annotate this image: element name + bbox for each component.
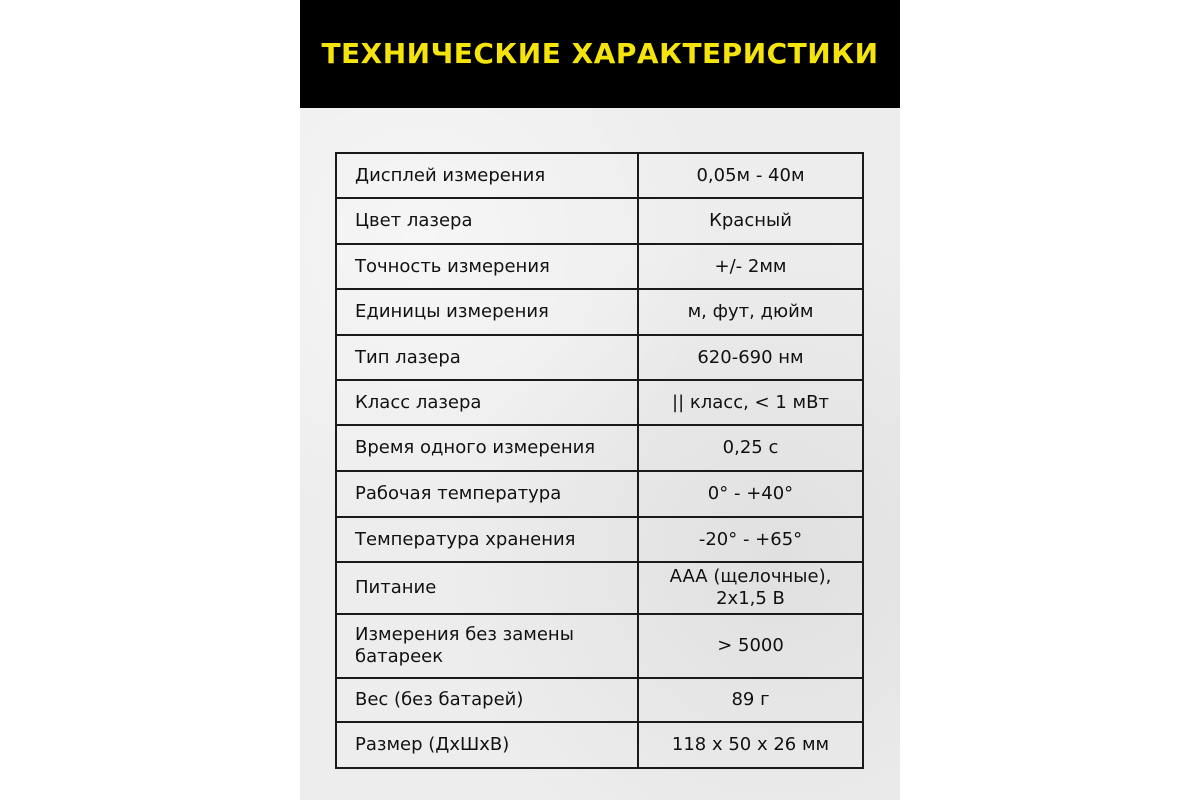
value-cell: 0,05м - 40м [638,153,863,198]
table-row [336,198,863,244]
table-row [336,517,863,562]
param-cell: Тип лазера [336,335,638,380]
table-row [336,471,863,517]
param-cell: Рабочая температура [336,471,638,517]
value-cell: 620-690 нм [638,335,863,380]
value-cell: -20° - +65° [638,517,863,562]
table-row [336,722,863,768]
specs-table [335,152,864,769]
value-cell: 0,25 с [638,425,863,471]
param-cell: Цвет лазера [336,198,638,244]
value-cell: || класс, < 1 мВт [638,380,863,425]
param-cell: Размер (ДхШхВ) [336,722,638,768]
value-cell: 0° - +40° [638,471,863,517]
param-cell: Единицы измерения [336,289,638,335]
value-cell: AAA (щелочные), 2x1,5 В [638,562,863,614]
table-row [336,425,863,471]
value-cell: 89 г [638,678,863,722]
value-cell: Красный [638,198,863,244]
param-cell: Измерения без замены батареек [336,614,638,678]
param-cell: Вес (без батарей) [336,678,638,722]
table-row [336,335,863,380]
value-cell: м, фут, дюйм [638,289,863,335]
spec-card [300,0,900,800]
header-bar [300,0,900,108]
value-cell: > 5000 [638,614,863,678]
param-cell: Точность измерения [336,244,638,289]
value-cell: +/- 2мм [638,244,863,289]
page-title: ТЕХНИЧЕСКИЕ ХАРАКТЕРИСТИКИ [321,36,879,70]
param-cell: Класс лазера [336,380,638,425]
table-row [336,244,863,289]
table-row [336,614,863,678]
table-row [336,562,863,614]
value-cell: 118 x 50 x 26 мм [638,722,863,768]
param-cell: Питание [336,562,638,614]
param-cell: Время одного измерения [336,425,638,471]
table-row [336,678,863,722]
param-cell: Температура хранения [336,517,638,562]
table-row [336,153,863,198]
table-row [336,289,863,335]
table-row [336,380,863,425]
param-cell: Дисплей измерения [336,153,638,198]
specs-table-body [336,153,863,768]
